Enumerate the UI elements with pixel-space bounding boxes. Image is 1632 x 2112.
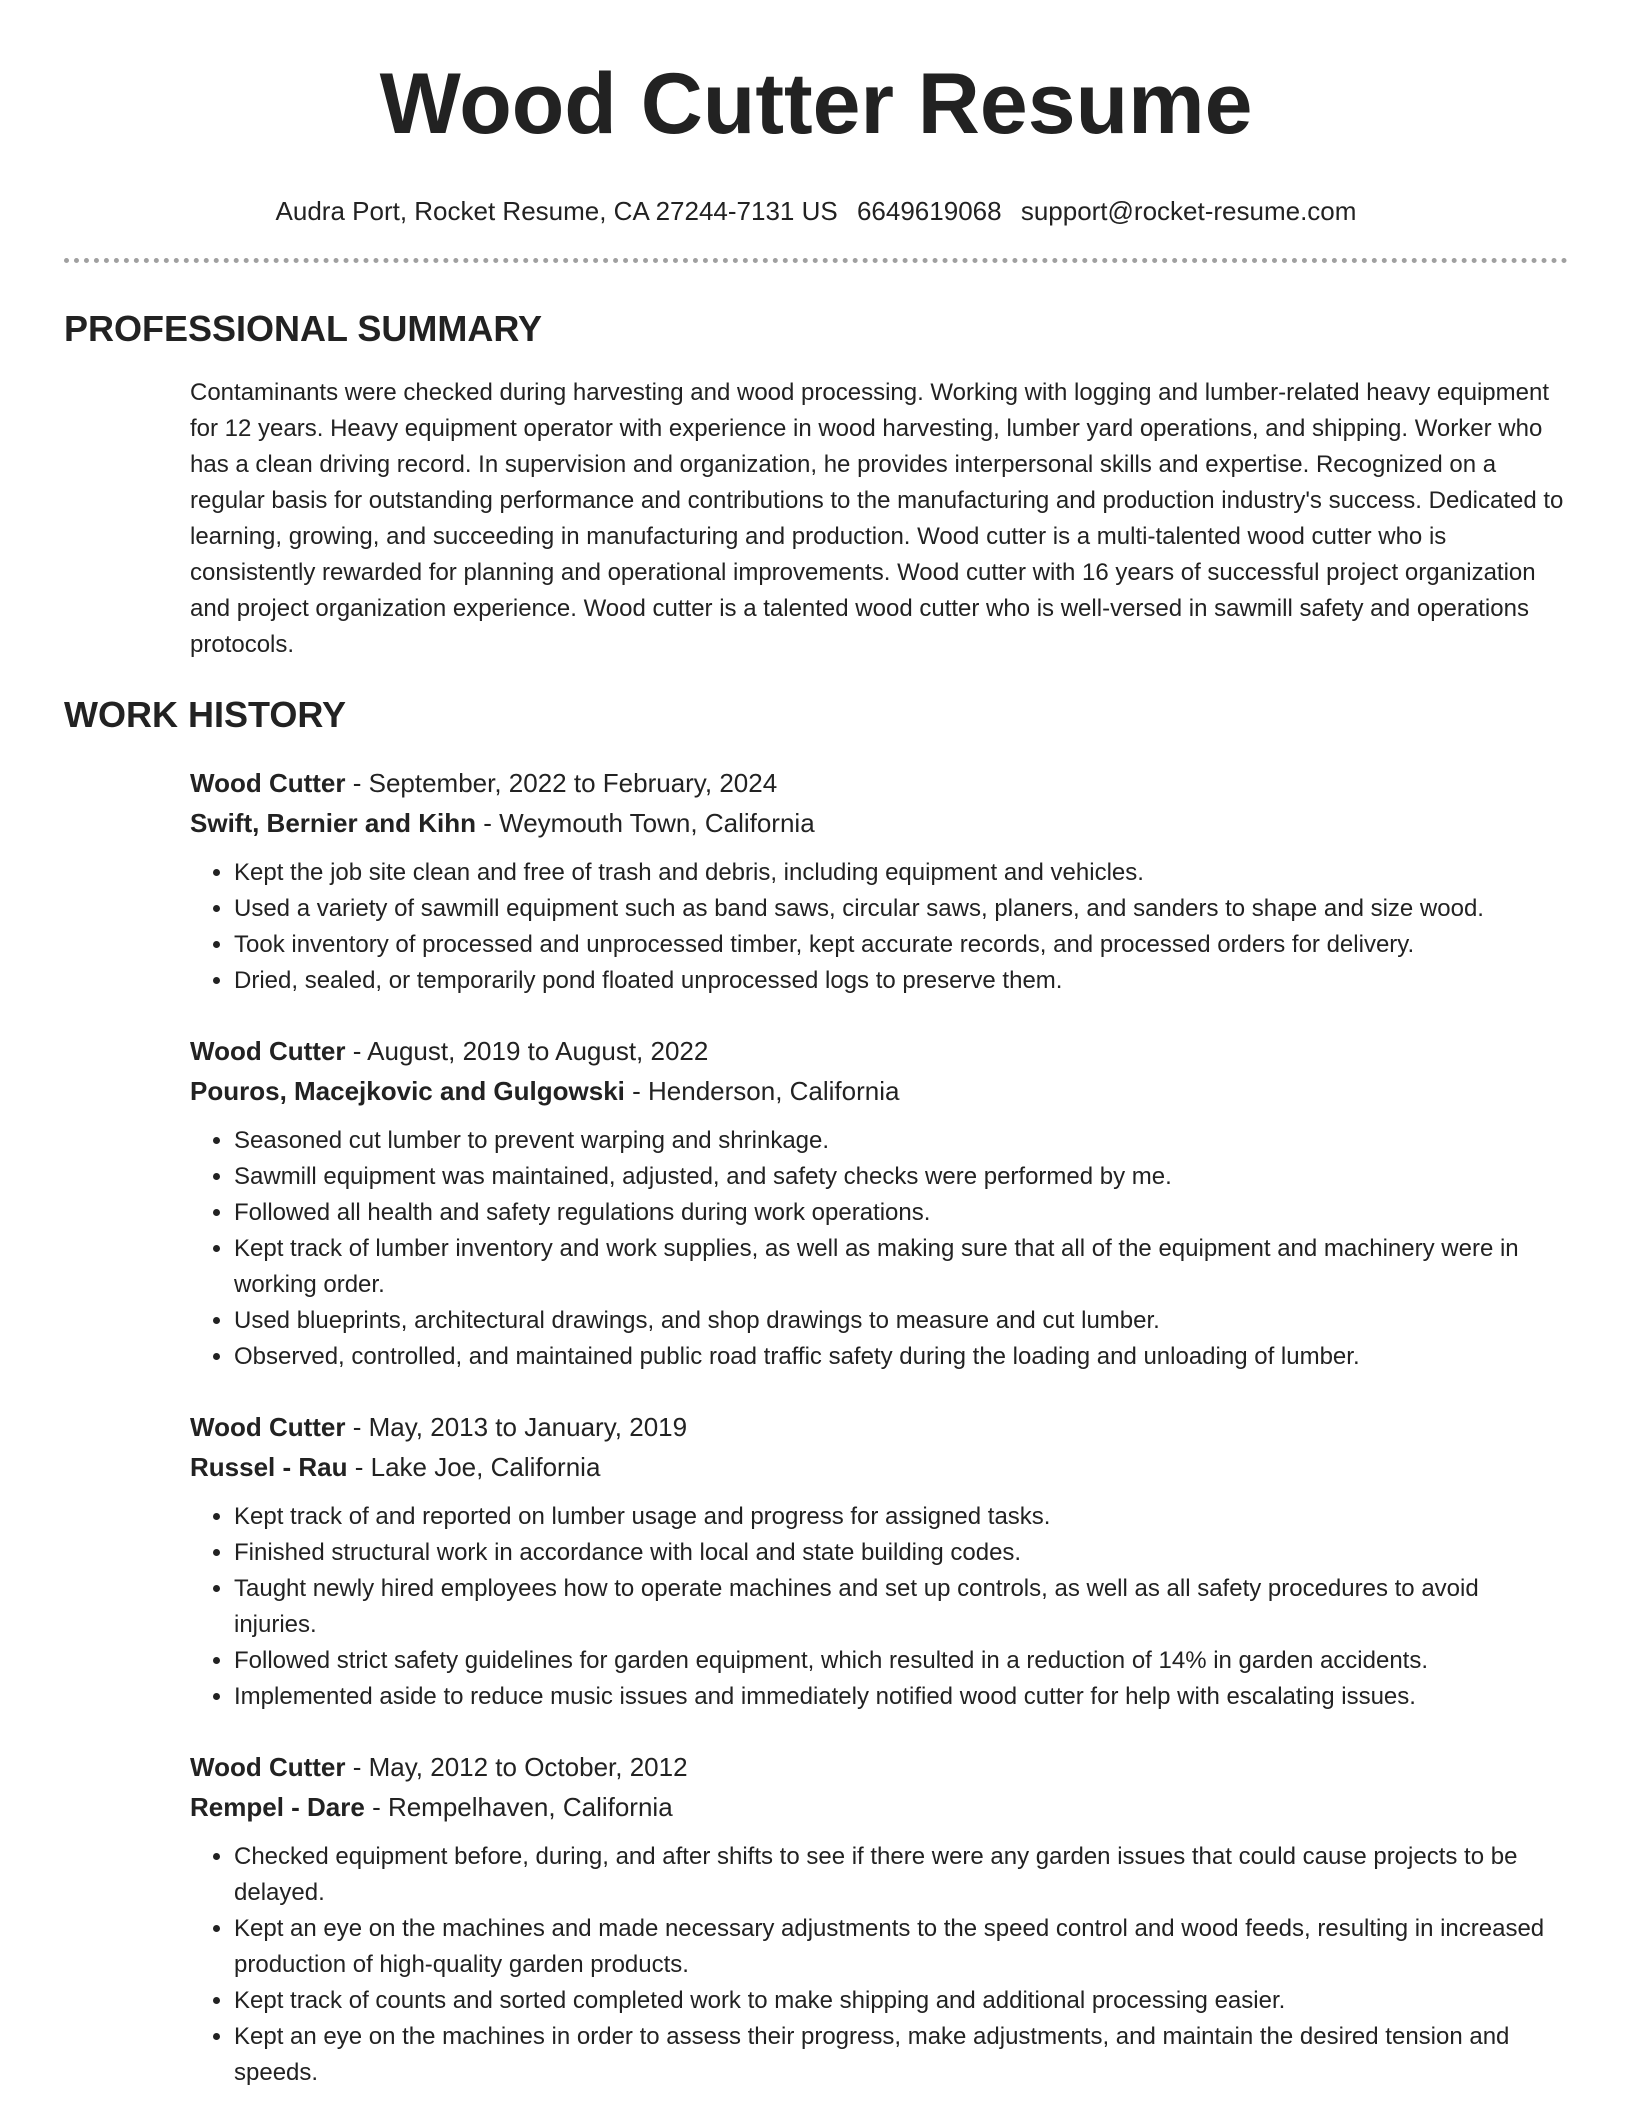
job-bullet: • Taught newly hired employees how to operate machines and set up controls, as well as all safety procedures to avoid injuries. (234, 1571, 1568, 1643)
job-bullet: • Seasoned cut lumber to prevent warping and shrinkage. (234, 1123, 1568, 1159)
job-location: - Rempelhaven, California (364, 1792, 673, 1822)
job-title: Wood Cutter (190, 1412, 346, 1442)
job-bullet: • Finished structural work in accordance with local and state building codes. (234, 1535, 1568, 1571)
job-location: - Lake Joe, California (347, 1452, 601, 1482)
job-location: - Weymouth Town, California (476, 808, 815, 838)
job-bullets (190, 1839, 1568, 2091)
job-company-line (190, 1447, 1568, 1487)
job-bullet: • Kept track of counts and sorted completed work to make shipping and additional processing easier. (234, 1983, 1568, 2019)
job-company: Rempel - Dare (190, 1792, 365, 1822)
header-divider (64, 258, 1568, 263)
job-title: Wood Cutter (190, 768, 346, 798)
job-bullet: • Implemented aside to reduce music issues and immediately notified wood cutter for help with escalating issues. (234, 1679, 1568, 1715)
job-title-line (190, 1031, 1568, 1071)
job-dates: - May, 2013 to January, 2019 (345, 1412, 688, 1442)
job-entry (190, 1407, 1568, 1715)
job-bullet: • Kept an eye on the machines in order to assess their progress, make adjustments, and maintain the desired tension and speeds. (234, 2019, 1568, 2091)
work-history-heading: WORK HISTORY (64, 694, 347, 735)
job-bullets (190, 1123, 1568, 1375)
job-bullet: • Kept track of lumber inventory and work supplies, as well as making sure that all of the equipment and machinery were in working order. (234, 1231, 1568, 1303)
job-bullet: • Checked equipment before, during, and after shifts to see if there were any garden issues that could cause projects to be delayed. (234, 1839, 1568, 1911)
summary-text: Contaminants were checked during harvesting and wood processing. Working with logging and lumber-related heavy equipment for 12 years. Heavy equipment operator with experience in wood harvesting, lumber yard operations, and shipping. Worker who has a clean driving record. In supervision and organization, he provides interpersonal skills and expertise. Recognized on a regular basis for outstanding performance and contributions to the manufacturing and production industry's success. Dedicated to learning, growing, and succeeding in manufacturing and production. Wood cutter is a multi-talented wood cutter who is consistently rewarded for planning and operational improvements. Wood cutter with 16 years of successful project organization and project organization experience. Wood cutter is a talented wood cutter who is well-versed in sawmill safety and operations protocols. (190, 379, 1564, 658)
job-bullet: • Kept an eye on the machines and made necessary adjustments to the speed control and wood feeds, resulting in increased production of high-quality garden products. (234, 1911, 1568, 1983)
job-title-line (190, 1407, 1568, 1447)
job-bullet: • Dried, sealed, or temporarily pond floated unprocessed logs to preserve them. (234, 963, 1568, 999)
contact-phone: 6649619068 (856, 196, 1002, 226)
job-company-line (190, 1071, 1568, 1111)
job-company: Pouros, Macejkovic and Gulgowski (190, 1076, 625, 1106)
contact-email: support@rocket-resume.com (1020, 196, 1357, 226)
summary-heading: PROFESSIONAL SUMMARY (64, 308, 543, 349)
job-bullet: • Kept track of and reported on lumber usage and progress for assigned tasks. (234, 1499, 1568, 1535)
job-title-line (190, 1747, 1568, 1787)
job-entry (190, 1747, 1568, 2091)
job-title-line (190, 763, 1568, 803)
job-title: Wood Cutter (190, 1036, 346, 1066)
job-bullet: • Observed, controlled, and maintained public road traffic safety during the loading and unloading of lumber. (234, 1339, 1568, 1375)
job-company-line (190, 1787, 1568, 1827)
job-bullet: • Followed all health and safety regulations during work operations. (234, 1195, 1568, 1231)
job-bullet: • Sawmill equipment was maintained, adjusted, and safety checks were performed by me. (234, 1159, 1568, 1195)
resume-title: Wood Cutter Resume (379, 56, 1253, 152)
job-company: Swift, Bernier and Kihn (190, 808, 477, 838)
job-bullets (190, 1499, 1568, 1715)
job-bullet: • Kept the job site clean and free of trash and debris, including equipment and vehicles. (234, 855, 1568, 891)
job-company: Russel - Rau (190, 1452, 348, 1482)
job-bullets (190, 855, 1568, 999)
job-title: Wood Cutter (190, 1752, 346, 1782)
job-bullet: • Took inventory of processed and unprocessed timber, kept accurate records, and processed orders for delivery. (234, 927, 1568, 963)
job-dates: - August, 2019 to August, 2022 (345, 1036, 709, 1066)
job-bullet: • Used a variety of sawmill equipment such as band saws, circular saws, planers, and sanders to shape and size wood. (234, 891, 1568, 927)
job-bullet: • Followed strict safety guidelines for garden equipment, which resulted in a reduction of 14% in garden accidents. (234, 1643, 1568, 1679)
job-dates: - May, 2012 to October, 2012 (345, 1752, 688, 1782)
job-entry (190, 1031, 1568, 1375)
contact-line (64, 194, 1568, 228)
job-entry (190, 763, 1568, 999)
job-bullet: • Used blueprints, architectural drawings, and shop drawings to measure and cut lumber. (234, 1303, 1568, 1339)
job-dates: - September, 2022 to February, 2024 (345, 768, 778, 798)
contact-address: Audra Port, Rocket Resume, CA 27244-7131 US (275, 196, 838, 226)
job-location: - Henderson, California (624, 1076, 900, 1106)
job-company-line (190, 803, 1568, 843)
